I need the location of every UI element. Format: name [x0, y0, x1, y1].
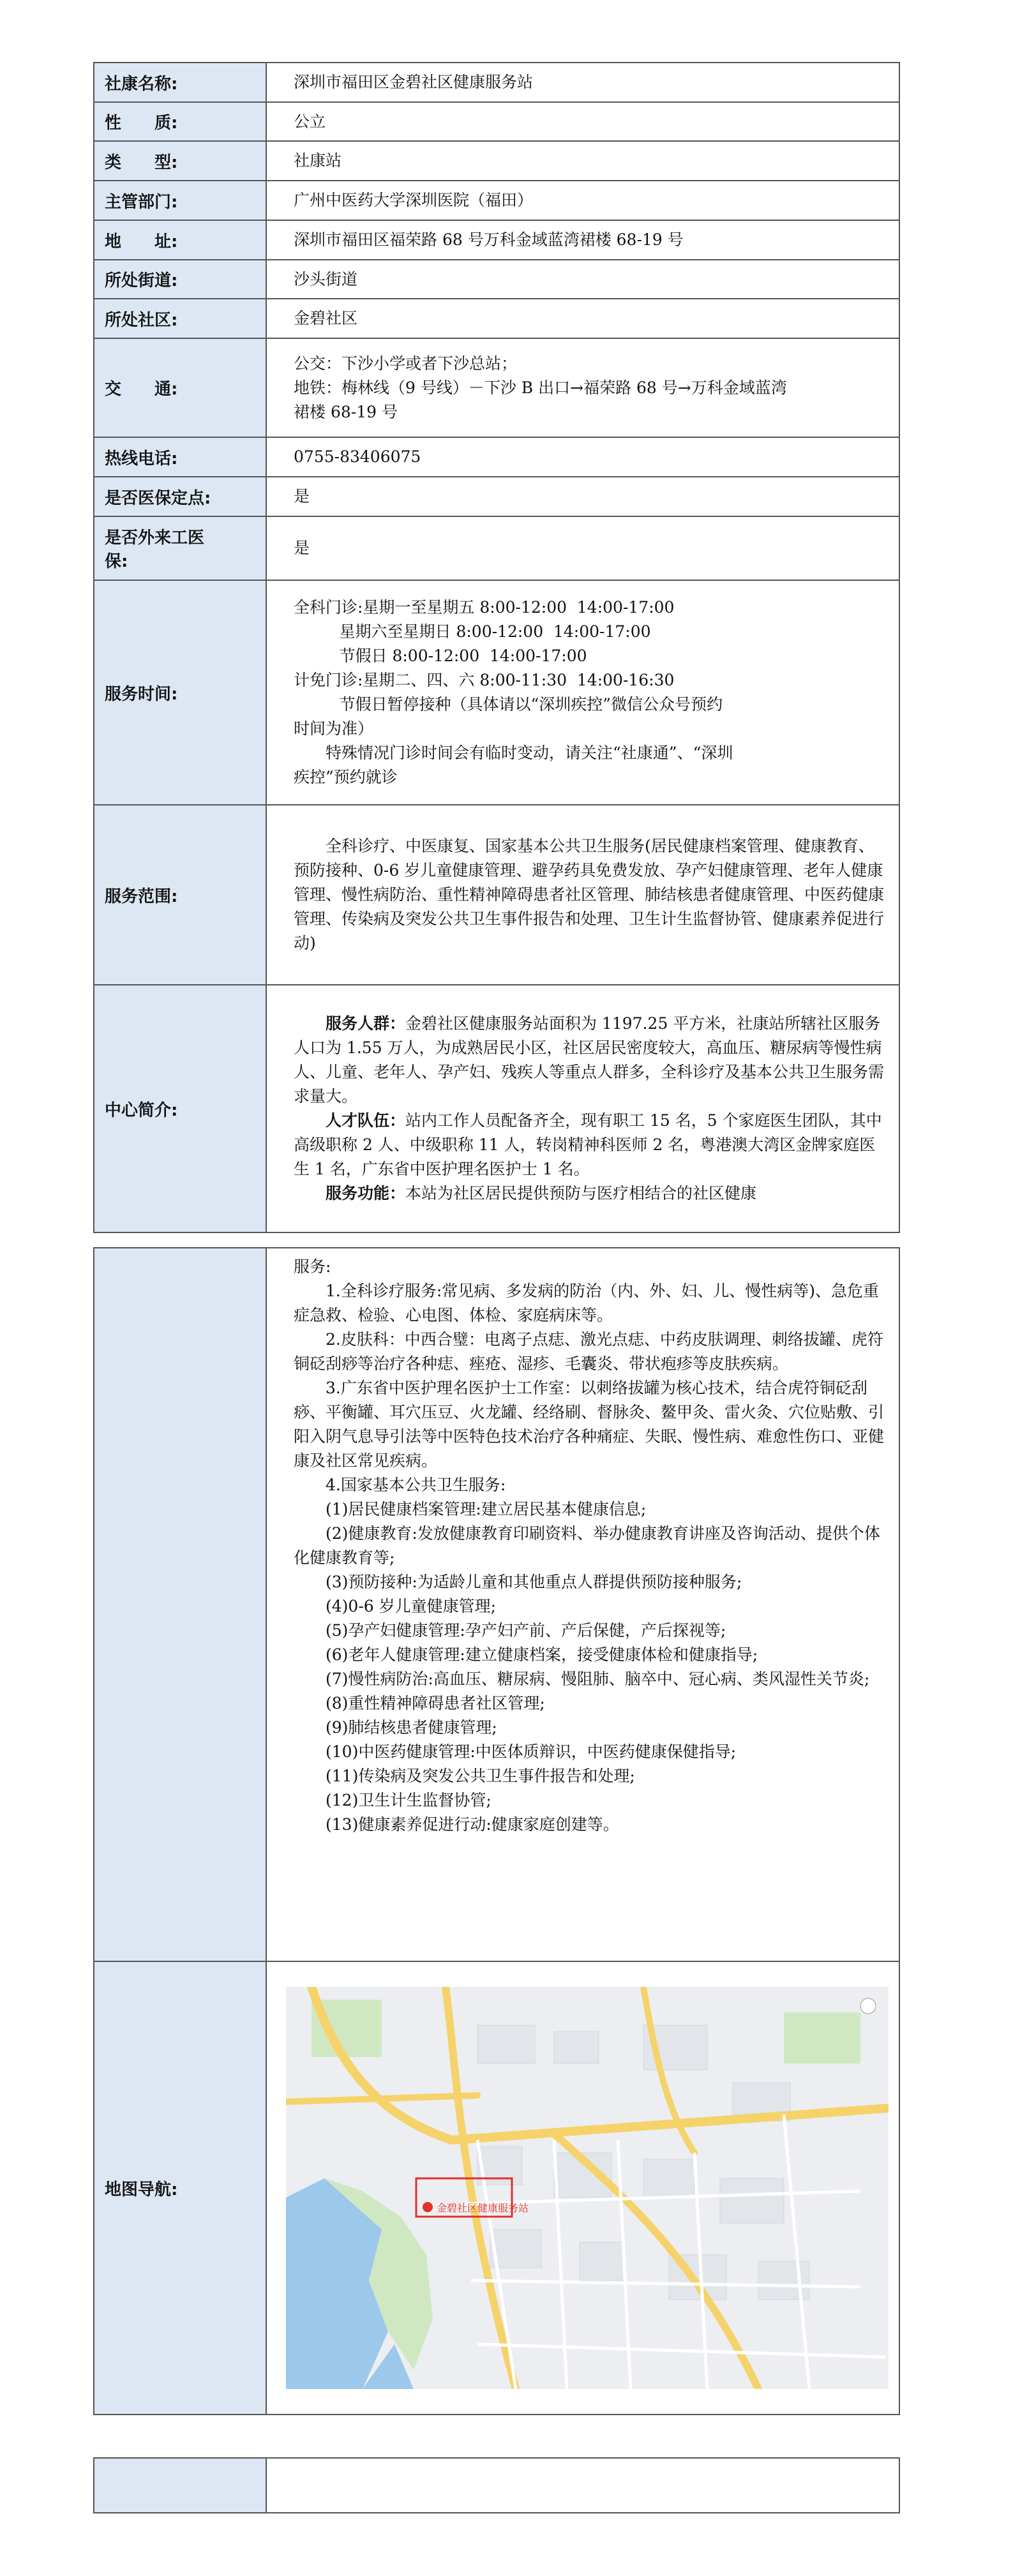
- hours-note-line2: 疾控”预约就诊: [294, 768, 398, 786]
- label-transport: 交 通:: [94, 338, 266, 437]
- label-services-empty: [94, 1248, 266, 1961]
- map-pin-icon: [423, 2202, 433, 2212]
- value-map: [266, 1961, 899, 2415]
- service-dermatology: 2.皮肤科：中西合璧：电离子点痣、激光点痣、中药皮肤调理、刺络拔罐、虎符铜砭刮痧等治疗各种痣、痤疮、湿疹、毛囊炎、带状疱疹等皮肤疾病。: [294, 1330, 883, 1373]
- hours-line: 节假日 8:00-12:00 14:00-17:00: [294, 647, 587, 665]
- label-outsider-insurance: [94, 516, 266, 580]
- row-footer: [94, 2458, 899, 2513]
- service-tcm-nursing: 3.广东省中医护理名医护士工作室：以刺络拔罐为核心技术，结合虎符铜砭刮痧、平衡罐、耳穴压豆、火龙罐、经络刷、督脉灸、鳌甲灸、雷火灸、穴位贴敷、引阳入阴气息导引法等中医特色技术治疗各种痛症、失眠、慢性病、难愈性伤口、亚健康及社区常见疾病。: [294, 1379, 885, 1470]
- label-hotline: 热线电话:: [94, 437, 266, 477]
- hours-line: 计免门诊:星期二、四、六 8:00-11:30 14:00-16:30: [294, 671, 675, 689]
- service-general: 1.全科诊疗服务:常见病、多发病的防治（内、外、妇、儿、慢性病等)、急危重症急救、检验、心电图、体检、家庭病床等。: [294, 1282, 880, 1324]
- value-outsider-insurance: 是: [266, 516, 899, 580]
- info-table-footer: [93, 2457, 900, 2513]
- label-insurance: 是否医保定点:: [94, 477, 266, 516]
- transport-metro-line1: 地铁：梅林线（9 号线）－下沙 B 出口→福荣路 68 号→万科金域蓝湾: [294, 378, 787, 397]
- value-intro: [266, 985, 899, 1232]
- row-community: [94, 299, 899, 338]
- value-street: 沙头街道: [266, 260, 899, 299]
- row-street: [94, 260, 899, 299]
- value-scope: 全科诊疗、中医康复、国家基本公共卫生服务(居民健康档案管理、健康教育、预防接种、0-6 岁儿童健康管理、避孕药具免费发放、孕产妇健康管理、老年人健康管理、慢性病防治、重性精神障碍患者社区管理、肺结核患者健康管理、中医药健康管理、传染病及突发公共卫生事件报告和处理、卫生计生监督协管、健康素养促进行动): [266, 805, 899, 985]
- label-nature: 性 质:: [94, 102, 266, 141]
- value-services: [266, 1248, 899, 1961]
- value-hotline: 0755-83406075: [266, 437, 899, 477]
- info-table-main: [93, 62, 900, 1233]
- row-hotline: [94, 437, 899, 477]
- public-health-item: (10)中医药健康管理:中医体质辩识，中医药健康保健指导;: [326, 1742, 737, 1761]
- row-nature: [94, 102, 899, 141]
- services-heading: 服务:: [294, 1257, 331, 1276]
- label-scope: 服务范围:: [94, 805, 266, 985]
- intro-staff-text: 站内工作人员配备齐全，现有职工 15 名，5 个家庭医生团队，其中高级职称 2 人、中级职称 11 人，转岗精神科医师 2 名，粤港澳大湾区金牌家庭医生 1 名，广东省中医护理名医护士 1 名。: [294, 1111, 882, 1178]
- hours-line: 星期六至星期日 8:00-12:00 14:00-17:00: [294, 622, 651, 641]
- value-authority: 广州中医药大学深圳医院（福田）: [266, 181, 899, 220]
- label-name: 社康名称:: [94, 63, 266, 102]
- public-health-item: (2)健康教育:发放健康教育印刷资料、举办健康教育讲座及咨询活动、提供个体化健康教育等;: [294, 1524, 880, 1567]
- hours-line: 全科门诊:星期一至星期五 8:00-12:00 14:00-17:00: [294, 598, 675, 617]
- value-footer-empty: [266, 2458, 899, 2513]
- hours-line: 时间为准）: [294, 719, 374, 738]
- value-insurance: 是: [266, 477, 899, 516]
- public-health-item: (11)传染病及突发公共卫生事件报告和处理;: [326, 1767, 635, 1785]
- transport-bus: 公交：下沙小学或者下沙总站；: [294, 354, 518, 373]
- row-outsider-insurance: [94, 516, 899, 580]
- label-footer-empty: [94, 2458, 266, 2513]
- label-community: 所处社区:: [94, 299, 266, 338]
- public-health-item: (13)健康素养促进行动:健康家庭创建等。: [326, 1815, 619, 1834]
- public-health-item: (1)居民健康档案管理:建立居民基本健康信息;: [326, 1500, 647, 1518]
- intro-staff-title: 人才队伍：: [326, 1111, 406, 1130]
- intro-population-text: 金碧社区健康服务站面积为 1197.25 平方米，社康站所辖社区服务人口为 1.55 万人，为成熟居民小区，社区居民密度较大，高血压、糖尿病等慢性病人、儿童、老年人、孕产妇、残疾人等重点人群多，全科诊疗及基本公共卫生服务需求量大。: [294, 1014, 885, 1105]
- row-services: [94, 1248, 899, 1961]
- compass-icon: [860, 1998, 876, 2014]
- public-health-item: (6)老年人健康管理:建立健康档案，接受健康体检和健康指导;: [326, 1645, 758, 1664]
- row-address: [94, 220, 899, 260]
- value-type: 社康站: [266, 141, 899, 181]
- intro-function-text: 本站为社区居民提供预防与医疗相结合的社区健康: [405, 1184, 757, 1202]
- public-health-item: (12)卫生计生监督协管;: [326, 1791, 491, 1809]
- intro-paragraph-staff: [294, 1109, 885, 1181]
- row-scope: [94, 805, 899, 985]
- row-authority: [94, 181, 899, 220]
- label-intro: 中心简介:: [94, 985, 266, 1232]
- public-health-item: (3)预防接种:为适龄儿童和其他重点人群提供预防接种服务;: [326, 1573, 742, 1591]
- public-health-item: (5)孕产妇健康管理:孕产妇产前、产后保健，产后探视等;: [326, 1621, 726, 1640]
- public-health-item: (9)肺结核患者健康管理;: [326, 1718, 497, 1737]
- label-outsider-line2: 保:: [105, 552, 128, 571]
- service-public-health: 4.国家基本公共卫生服务:: [326, 1476, 506, 1494]
- value-hours: [266, 580, 899, 805]
- label-outsider-line1: 是否外来工医: [105, 528, 205, 548]
- hours-line: 节假日暂停接种（具体请以“深圳疾控”微信公众号预约: [294, 695, 723, 714]
- label-address: 地 址:: [94, 220, 266, 260]
- public-health-item: (4)0-6 岁儿童健康管理;: [326, 1597, 497, 1615]
- value-name: 深圳市福田区金碧社区健康服务站: [266, 63, 899, 102]
- map-park-east: [784, 2012, 860, 2063]
- row-map: [94, 1961, 899, 2415]
- row-type: [94, 141, 899, 181]
- label-map: 地图导航:: [94, 1961, 266, 2415]
- label-hours: 服务时间:: [94, 580, 266, 805]
- value-address: 深圳市福田区福荣路 68 号万科金域蓝湾裙楼 68-19 号: [266, 220, 899, 260]
- map-svg: [286, 1987, 889, 2389]
- value-community: 金碧社区: [266, 299, 899, 338]
- map-image[interactable]: [286, 1987, 889, 2389]
- public-health-item: (7)慢性病防治:高血压、糖尿病、慢阻肺、脑卒中、冠心病、类风湿性关节炎;: [326, 1670, 870, 1688]
- label-authority: 主管部门:: [94, 181, 266, 220]
- intro-function-title: 服务功能：: [326, 1184, 406, 1202]
- intro-paragraph-population: [294, 1012, 885, 1109]
- intro-paragraph-function: [294, 1181, 885, 1206]
- intro-population-title: 服务人群：: [326, 1014, 406, 1033]
- label-type: 类 型:: [94, 141, 266, 181]
- value-nature: 公立: [266, 102, 899, 141]
- map-marker-label: 金碧社区健康服务站: [437, 2202, 529, 2214]
- label-street: 所处街道:: [94, 260, 266, 299]
- row-name: [94, 63, 899, 102]
- row-insurance: [94, 477, 899, 516]
- row-intro: [94, 985, 899, 1232]
- public-health-item: (8)重性精神障碍患者社区管理;: [326, 1694, 545, 1712]
- hours-note-line1: 特殊情况门诊时间会有临时变动，请关注“社康通”、“深圳: [326, 744, 733, 762]
- info-table-continued: [93, 1247, 900, 2415]
- row-hours: [94, 580, 899, 805]
- value-transport: [266, 338, 899, 437]
- transport-metro-line2: 裙楼 68-19 号: [294, 402, 398, 421]
- row-transport: [94, 338, 899, 437]
